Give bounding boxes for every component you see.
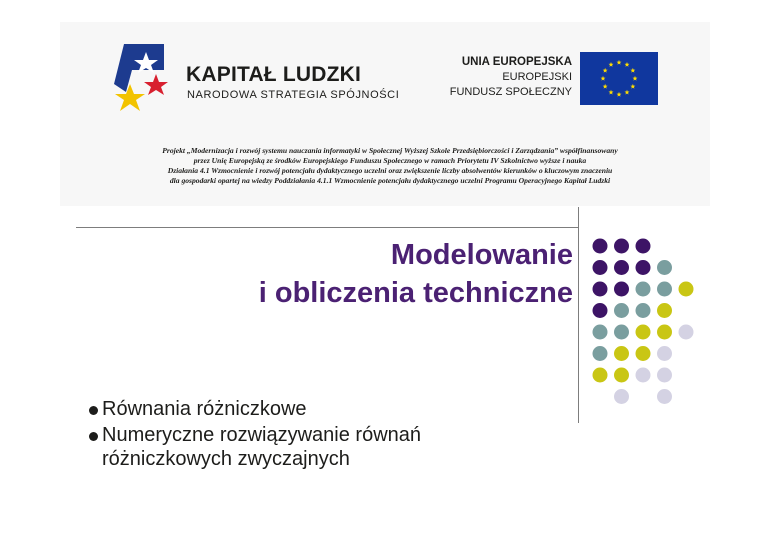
decorative-dot bbox=[657, 368, 672, 383]
decorative-dot bbox=[614, 282, 629, 297]
logo-red-star bbox=[144, 74, 168, 95]
decorative-dot bbox=[593, 325, 608, 340]
bullet-dot-icon bbox=[89, 432, 98, 441]
horizontal-divider bbox=[76, 227, 579, 228]
project-line: dla gospodarki opartej na wiedzy Poddziałania 4.1.1 Wzmocnienie potencjału dydaktycznego uczelni Programu Operacyjnego Kapitał Ludzki bbox=[169, 176, 611, 185]
decorative-dot bbox=[657, 282, 672, 297]
decorative-dot bbox=[593, 368, 608, 383]
decorative-dot bbox=[636, 260, 651, 275]
decorative-dot bbox=[636, 282, 651, 297]
eu-flag-icon bbox=[580, 52, 658, 105]
decorative-dot bbox=[636, 239, 651, 254]
decorative-dot bbox=[679, 325, 694, 340]
decorative-dot bbox=[593, 239, 608, 254]
bullet-dot-icon bbox=[89, 406, 98, 415]
kapital-ludzki-subtitle: NARODOWA STRATEGIA SPÓJNOŚCI bbox=[187, 89, 400, 101]
eu-text-block bbox=[440, 55, 572, 100]
vertical-divider bbox=[578, 207, 579, 423]
decorative-dot bbox=[593, 346, 608, 361]
decorative-dot bbox=[657, 303, 672, 318]
decorative-dot-grid bbox=[590, 236, 700, 406]
decorative-dot bbox=[679, 282, 694, 297]
decorative-dot bbox=[636, 346, 651, 361]
eu-line-fund: FUNDUSZ SPOŁECZNY bbox=[449, 86, 572, 98]
decorative-dot bbox=[593, 282, 608, 297]
decorative-dot bbox=[593, 260, 608, 275]
decorative-dot bbox=[657, 260, 672, 275]
bullet-item bbox=[88, 397, 421, 421]
decorative-dot bbox=[614, 303, 629, 318]
eu-line-union: UNIA EUROPEJSKA bbox=[461, 56, 572, 68]
slide-title-line2: i obliczenia techniczne bbox=[258, 277, 573, 309]
decorative-dot bbox=[657, 346, 672, 361]
bullet-text-continued: różniczkowych zwyczajnych bbox=[102, 448, 350, 470]
bullet-list bbox=[88, 397, 421, 471]
decorative-dot bbox=[593, 303, 608, 318]
decorative-dot bbox=[614, 368, 629, 383]
decorative-dot bbox=[614, 239, 629, 254]
decorative-dot bbox=[636, 325, 651, 340]
project-line: przez Unię Europejską ze środków Europejskiego Funduszu Społecznego w ramach Priorytetu IV Szkolnictwo wyższe i nauka bbox=[193, 156, 587, 165]
decorative-dot bbox=[636, 303, 651, 318]
slide-title bbox=[259, 236, 573, 312]
bullet-item bbox=[88, 423, 421, 471]
decorative-dot bbox=[657, 389, 672, 404]
eu-line-european: EUROPEJSKI bbox=[502, 71, 572, 83]
kapital-ludzki-star-logo bbox=[112, 40, 178, 116]
decorative-dot bbox=[657, 325, 672, 340]
project-line: Projekt „Modernizacja i rozwój systemu nauczania informatyki w Społecznej Wyższej Szkole Przedsiębiorczości i Zarządzania” współfinansowany bbox=[162, 146, 618, 155]
project-description bbox=[110, 146, 670, 186]
bullet-text: Równania różniczkowe bbox=[102, 398, 307, 420]
decorative-dot bbox=[614, 260, 629, 275]
bullet-text: Numeryczne rozwiązywanie równań bbox=[102, 424, 422, 446]
decorative-dot bbox=[636, 368, 651, 383]
decorative-dot bbox=[614, 346, 629, 361]
decorative-dot bbox=[614, 389, 629, 404]
project-line: Działania 4.1 Wzmocnienie i rozwój potencjału dydaktycznego uczelni oraz zwiększenie liczby absolwentów kierunków o kluczowym znaczeniu bbox=[167, 166, 613, 175]
logo-yellow-star bbox=[115, 84, 145, 111]
kapital-ludzki-title: KAPITAŁ LUDZKI bbox=[186, 63, 362, 86]
decorative-dot bbox=[614, 325, 629, 340]
slide-title-line1: Modelowanie bbox=[390, 239, 573, 271]
